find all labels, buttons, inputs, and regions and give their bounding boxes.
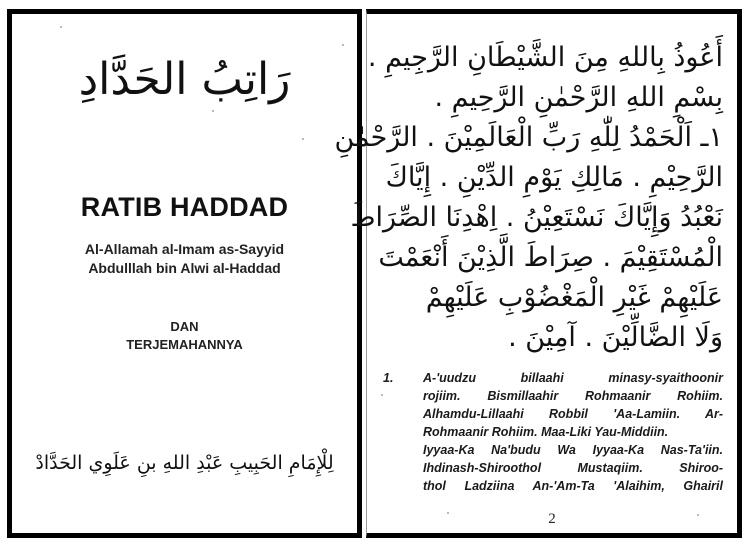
translit-line: Ihdinash-Shiroothol Mustaqiim. Shiroo- — [423, 461, 723, 475]
book-title: RATIB HADDAD — [80, 192, 289, 222]
translit-line: A-'uudzu billaahi minasy-syaithoonir — [423, 371, 723, 385]
scan-speck — [342, 44, 344, 46]
page-number: 2 — [548, 511, 556, 527]
scan-speck — [447, 512, 449, 514]
left-page-cover — [7, 9, 362, 538]
subtitle-line-1: DAN — [170, 319, 199, 334]
arabic-line: وَلَا الضَّالِّيْنَ . آمِيْنَ . — [508, 322, 723, 353]
scan-speck — [60, 26, 62, 28]
scan-speck — [302, 138, 304, 140]
author-line-2: Abdulllah bin Alwi al-Haddad — [88, 260, 281, 276]
transliteration-text — [423, 369, 723, 495]
arabic-author-name: لِلْإِمَامِ الحَبِيبِ عَبْدِ اللهِ بنِ عَلَوِي الحَدَّادْ — [35, 452, 334, 474]
translit-line: thol Ladziina An-'Am-Ta 'Alaihim, Ghairil — [423, 479, 723, 493]
arabic-line: نَعْبُدُ وَإِيَّاكَ نَسْتَعِيْنُ . اِهْدِنَا الصِّرَاطَ — [350, 202, 723, 233]
scan-speck — [381, 394, 383, 396]
verse-number: 1. — [383, 371, 394, 385]
arabic-title: رَاتِبُ الحَدَّادِ — [78, 54, 291, 105]
right-page-content — [334, 9, 742, 538]
author-block — [12, 240, 357, 278]
author-line-1: Al-Allamah al-Imam as-Sayyid — [84, 241, 285, 257]
translit-line: Rohmaanir Rohiim. Maa-Liki Yau-Middiin. — [423, 425, 669, 439]
arabic-verses — [334, 38, 723, 358]
arabic-line: ١ـ اَلْحَمْدُ لِلّٰهِ رَبِّ الْعَالَمِيْنَ . الرَّحْمٰنِ — [334, 122, 723, 153]
scan-speck — [697, 514, 699, 516]
subtitle-block — [12, 318, 357, 354]
arabic-line: أَعُوذُ بِاللهِ مِنَ الشَّيْطَانِ الرَّجِيمِ . — [367, 42, 723, 73]
arabic-line: الْمُسْتَقِيْمَ . صِرَاطَ الَّذِيْنَ أَنْعَمْتَ — [378, 242, 723, 273]
arabic-line: عَلَيْهِمْ غَيْرِ الْمَغْضُوْبِ عَلَيْهِمْ — [425, 282, 723, 313]
translit-line: Alhamdu-Lillaahi Robbil 'Aa-Lamiin. Ar- — [423, 407, 723, 421]
scan-speck — [212, 110, 214, 112]
arabic-line: الرَّحِيْمِ . مَالِكِ يَوْمِ الدِّيْنِ . إِيَّاكَ — [385, 162, 723, 193]
subtitle-line-2: TERJEMAHANNYA — [126, 337, 243, 352]
transliteration-block — [383, 369, 723, 495]
translit-line: Iyyaa-Ka Na'budu Wa Iyyaa-Ka Nas-Ta'iin. — [423, 443, 723, 457]
translit-line: rojiim. Bismillaahir Rohmaanir Rohiim. — [423, 389, 723, 403]
arabic-line: بِسْمِ اللهِ الرَّحْمٰنِ الرَّحِيمِ . — [434, 82, 723, 113]
